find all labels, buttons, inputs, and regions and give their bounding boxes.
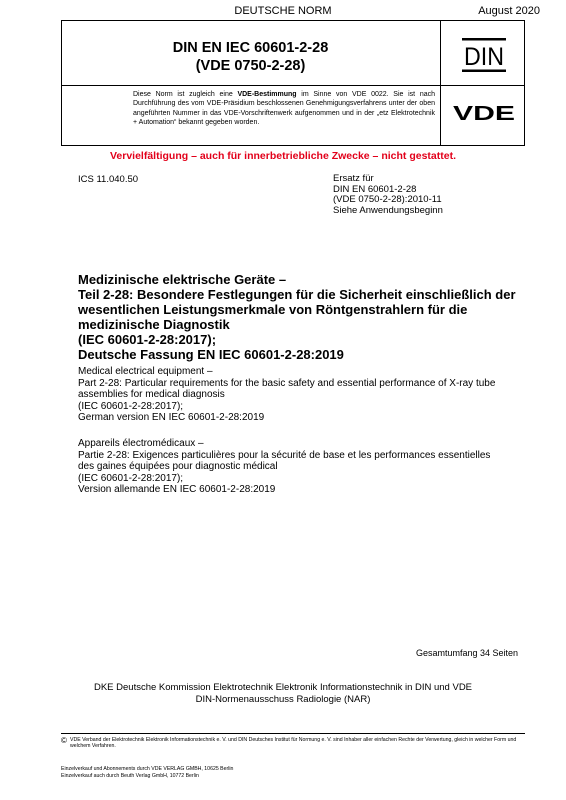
title-french-line: (IEC 60601-2-28:2017); xyxy=(78,472,184,484)
ics-code: ICS 11.040.50 xyxy=(78,174,139,185)
total-pages: Gesamtumfang 34 Seiten xyxy=(415,648,518,658)
copyright-text-body: VDE Verband der Elektrotechnik Elektronik Informationstechnik e. V. und DIN Deutsches Institut für Normung e. V. sind Inhaber aller einfachen Rechte der Verwertung, gleich in welcher Form und welchem Verfahren. xyxy=(70,737,517,750)
committee-info xyxy=(0,682,566,706)
document-series-label: DEUTSCHE NORM xyxy=(234,5,332,17)
standard-number-block xyxy=(61,39,440,75)
din-logo-text: DIN xyxy=(464,43,504,71)
din-logo xyxy=(462,38,506,72)
vde-note-bold: VDE-Bestimmung xyxy=(237,91,297,98)
vendor-line: Einzelverkauf und Abonnements durch VDE VERLAG GMBH, 10625 Berlin xyxy=(61,766,234,772)
vendor-info xyxy=(61,766,233,780)
replacement-line: Siehe Anwendungsbeginn xyxy=(333,204,443,216)
vde-note-text-after: im Sinne von VDE 0022. Sie ist nach Durchführung des vom VDE-Präsidium beschlossenen Genehmigungsverfahrens unter der oben angeführten Nummer in das VDE-Vorschriftenwerk aufgenommen und in der „etz Elektrotechnik + Automation“ bekannt gegeben worden. xyxy=(133,91,435,127)
vde-classification-number: (VDE 0750-2-28) xyxy=(195,58,306,74)
reproduction-notice: Vervielfältigung – auch für innerbetriebliche Zwecke – nicht gestattet. xyxy=(109,150,456,162)
title-french xyxy=(78,438,538,496)
publication-date: August 2020 xyxy=(478,5,540,17)
title-french-line: Appareils électromédicaux – xyxy=(78,438,204,449)
vde-regulation-note xyxy=(133,90,435,128)
replacement-info xyxy=(333,174,443,216)
vde-logo xyxy=(452,102,516,124)
title-german-line: (IEC 60601-2-28:2017); xyxy=(78,332,217,347)
title-german-line: wesentlichen Leistungsmerkmale von Röntgenstrahlern für die xyxy=(78,302,468,317)
replacement-line: DIN EN 60601-2-28 xyxy=(333,183,417,195)
copyright-text xyxy=(61,737,531,750)
title-french-line: Partie 2-28: Exigences particulières pour la sécurité de base et les performances essentielles xyxy=(78,449,491,461)
title-german-line: Medizinische elektrische Geräte – xyxy=(78,272,287,287)
title-english xyxy=(78,366,538,424)
title-german-line: Deutsche Fassung EN IEC 60601-2-28:2019 xyxy=(78,347,344,362)
copyright-symbol: © xyxy=(61,736,67,745)
title-english-line: German version EN IEC 60601-2-28:2019 xyxy=(78,412,265,424)
committee-line: DKE Deutsche Kommission Elektrotechnik Elektronik Informationstechnik in DIN und VDE xyxy=(93,682,473,693)
replacement-line: Ersatz für xyxy=(333,173,374,184)
committee-line: DIN-Normenausschuss Radiologie (NAR) xyxy=(195,694,371,705)
title-german-line: Teil 2-28: Besondere Festlegungen für die Sicherheit einschließlich der xyxy=(78,287,516,302)
vendor-line: Einzelverkauf auch durch Beuth Verlag GmbH, 10772 Berlin xyxy=(61,773,199,779)
title-german-line: medizinische Diagnostik xyxy=(78,317,230,332)
title-english-line: (IEC 60601-2-28:2017); xyxy=(78,400,184,412)
title-french-line: Version allemande EN IEC 60601-2-28:2019 xyxy=(78,484,276,496)
title-english-line: assemblies for medical diagnosis xyxy=(78,389,225,401)
standard-number: DIN EN IEC 60601-2-28 xyxy=(172,40,329,56)
title-block-divider-vertical xyxy=(440,20,441,146)
vde-logo-text: VDE xyxy=(453,103,515,124)
title-german xyxy=(78,272,538,362)
footer-rule xyxy=(61,733,525,734)
replacement-line: (VDE 0750-2-28):2010-11 xyxy=(333,194,442,205)
vde-note-text-before: Diese Norm ist zugleich eine xyxy=(133,91,238,98)
title-english-line: Part 2-28: Particular requirements for the basic safety and essential performance of X-ray tube xyxy=(78,377,496,389)
title-french-line: des gaines équipées pour diagnostic médical xyxy=(78,461,278,473)
title-block-divider-horizontal xyxy=(61,85,525,86)
title-english-line: Medical electrical equipment – xyxy=(78,366,213,377)
